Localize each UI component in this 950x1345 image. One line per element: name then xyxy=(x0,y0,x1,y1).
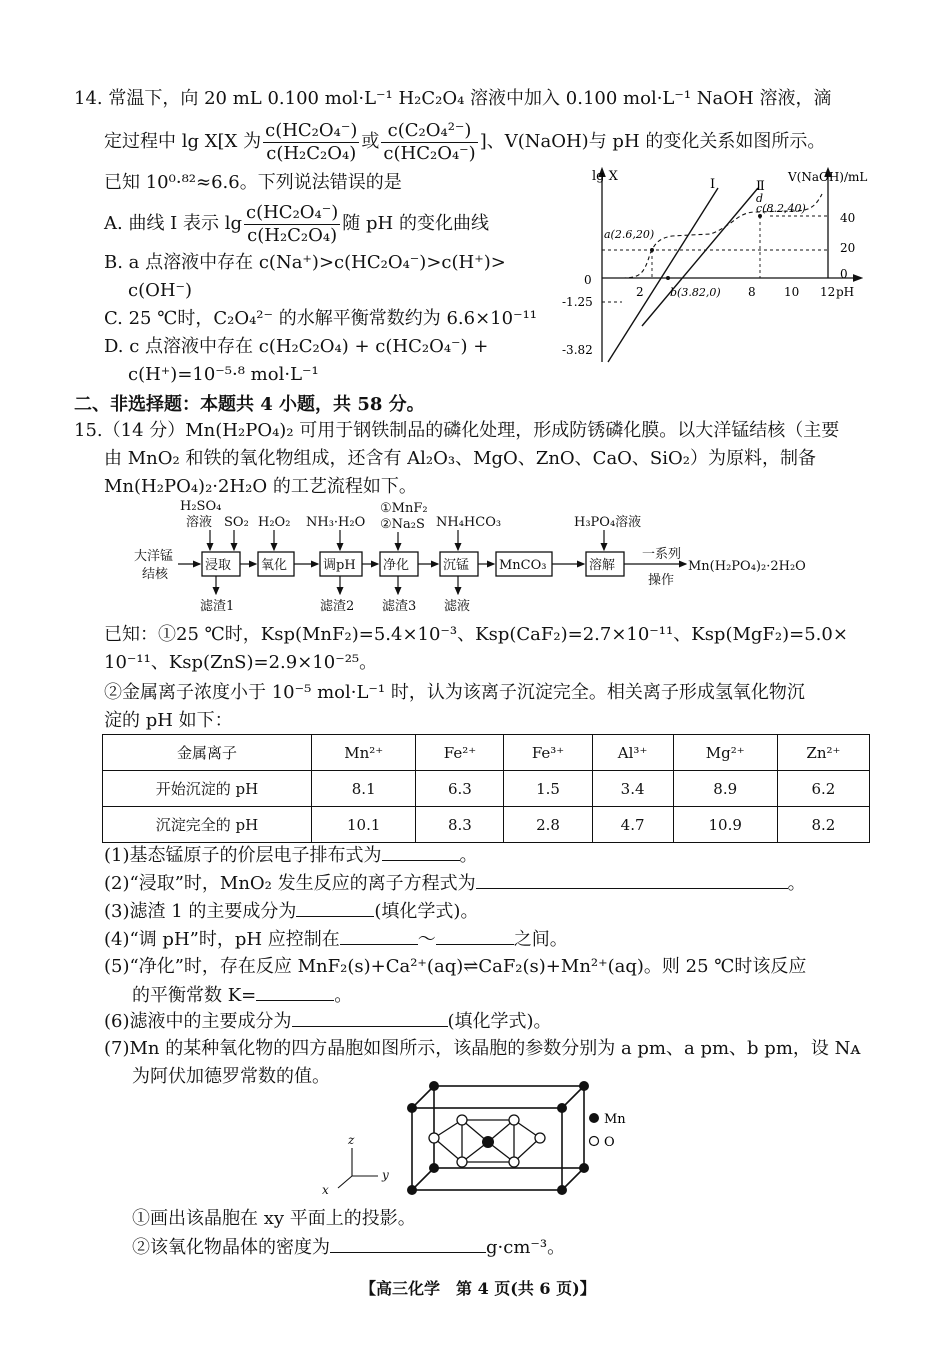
q15-line2: 由 MnO₂ 和铁的氧化物组成，还含有 Al₂O₃、MgO、ZnO、CaO、SiO₂）为原料，制备 xyxy=(104,448,816,469)
q14-option-c: C. 25 ℃时，C₂O₄²⁻ 的水解平衡常数约为 6.6×10⁻¹¹ xyxy=(104,308,538,329)
legend-mn-label: Mn xyxy=(604,1112,626,1127)
flow-step-dissolve: 溶解 xyxy=(589,558,616,573)
table-cell: 1.5 xyxy=(504,771,592,807)
graph-right-tick-0: 0 xyxy=(840,267,848,281)
flow-reagent-nh3: NH₃·H₂O xyxy=(306,515,366,530)
q15-sub-7a: (7)Mn 的某种氧化物的四方晶胞如图所示，该晶胞的参数分别为 a pm、a pm、b pm，设 Nᴀ xyxy=(104,1038,861,1059)
q15-sub-5b xyxy=(132,982,352,1009)
flow-reagent-h2so4-2: 溶液 xyxy=(186,515,213,530)
table-cell: 8.1 xyxy=(312,771,416,807)
table-cell: 10.9 xyxy=(673,807,777,843)
flow-product: Mn(H₂PO₄)₂·2H₂O xyxy=(688,559,806,574)
graph-label-b: b(3.82,0) xyxy=(670,286,721,299)
table-row xyxy=(103,735,870,771)
q15-sub-7-1: ①画出该晶胞在 xy 平面上的投影。 xyxy=(132,1208,416,1229)
flow-step-precip: 沉锰 xyxy=(443,558,470,573)
graph-point-a xyxy=(650,248,654,252)
graph-ylabel-right: V(NaOH)/mL xyxy=(788,170,868,184)
q7-2-end: g·cm⁻³。 xyxy=(486,1237,566,1258)
q3-text: (3)滤渣 1 的主要成分为 xyxy=(104,901,297,922)
flow-raw-2: 结核 xyxy=(142,567,169,582)
q15-sub-1 xyxy=(104,842,478,869)
crystal-cell-diagram xyxy=(316,1076,656,1200)
axis-z-label: z xyxy=(348,1133,355,1147)
flow-step-ph: 调pH xyxy=(323,558,356,573)
q14-line2-b: ]、V(NaOH)与 pH 的变化关系如图所示。 xyxy=(479,131,826,152)
q3-end: (填化学式)。 xyxy=(374,901,479,922)
q5-text: 的平衡常数 K= xyxy=(132,985,257,1006)
known-2a: ②金属离子浓度小于 10⁻⁵ mol·L⁻¹ 时，认为该离子沉淀完全。相关离子形成氢氧化物沉 xyxy=(104,682,805,703)
graph-curve-2-label: Ⅱ xyxy=(756,179,765,194)
q14-optA-den: c(H₂C₂O₄) xyxy=(247,224,338,246)
q15-sub-3 xyxy=(104,898,478,925)
q14-option-b-1: B. a 点溶液中存在 c(Na⁺)>c(HC₂O₄⁻)>c(H⁺)> xyxy=(104,252,506,273)
known-1b: 10⁻¹¹、Ksp(ZnS)=2.9×10⁻²⁵。 xyxy=(104,652,378,673)
flow-step-mnco3: MnCO₃ xyxy=(499,558,547,573)
flow-ops-2: 操作 xyxy=(648,573,675,588)
table-header-cell: 金属离子 xyxy=(103,735,312,771)
q6-answer-blank[interactable] xyxy=(292,1008,448,1027)
q2-answer-blank[interactable] xyxy=(476,870,788,889)
q14-optA-a: A. 曲线 Ⅰ 表示 lg xyxy=(104,213,242,234)
graph-curve-1-label: Ⅰ xyxy=(710,177,716,192)
q7-2-text: ②该氧化物晶体的密度为 xyxy=(132,1237,330,1258)
flow-step-purify: 净化 xyxy=(383,558,410,573)
table-cell: 2.8 xyxy=(504,807,592,843)
q14-optA-fraction xyxy=(244,202,340,247)
section-2-title: 二、非选择题：本题共 4 小题，共 58 分。 xyxy=(74,394,425,415)
table-cell: 开始沉淀的 pH xyxy=(103,771,312,807)
graph-ylabel-left: lg X xyxy=(592,169,618,184)
flow-reagent-so2: SO₂ xyxy=(224,515,249,530)
q3-answer-blank[interactable] xyxy=(296,898,374,917)
process-flowchart xyxy=(130,494,830,618)
q14-frac2-den: c(HC₂O₄⁻) xyxy=(383,142,476,164)
flow-reagent-mnf2: ①MnF₂ xyxy=(380,501,428,516)
table-header-cell: Al³⁺ xyxy=(592,735,673,771)
q4-answer-blank-2[interactable] xyxy=(436,926,514,945)
axis-y-label: y xyxy=(382,1168,389,1182)
q14-option-b-2: c(OH⁻) xyxy=(128,280,193,301)
q4-answer-blank-1[interactable] xyxy=(340,926,418,945)
page-footer: 【高三化学 第 4 页(共 6 页)】 xyxy=(360,1279,596,1298)
graph-x-unit: pH xyxy=(836,285,855,299)
q2-end: 。 xyxy=(787,873,806,894)
graph-x-tick-12: 12 xyxy=(820,285,836,299)
q15-sub-7-2 xyxy=(132,1234,565,1261)
q7-2-answer-blank[interactable] xyxy=(330,1234,486,1253)
q1-end: 。 xyxy=(459,845,478,866)
graph-curve-1 xyxy=(608,188,718,362)
flow-step-oxid: 氧化 xyxy=(261,558,288,573)
table-cell: 8.3 xyxy=(416,807,504,843)
flow-waste-1: 滤渣1 xyxy=(200,599,235,614)
graph-y-tick-125: -1.25 xyxy=(562,295,593,309)
ph-table xyxy=(102,734,870,843)
q14-line3: 已知 10⁰·⁸²≈6.6。下列说法错误的是 xyxy=(104,172,402,193)
q14-frac2-num: c(C₂O₄²⁻) xyxy=(381,120,477,143)
q4-mid: ～ xyxy=(417,929,436,950)
table-cell: 4.7 xyxy=(592,807,673,843)
q5-end: 。 xyxy=(334,985,353,1006)
axis-x-label: x xyxy=(322,1183,329,1197)
flow-reagent-h3po4: H₃PO₄溶液 xyxy=(574,515,642,530)
graph-x-tick-10: 10 xyxy=(784,285,800,299)
flow-reagent-h2o2: H₂O₂ xyxy=(258,515,291,530)
q14-line1: 14. 常温下，向 20 mL 0.100 mol·L⁻¹ H₂C₂O₄ 溶液中加入 0.100 mol·L⁻¹ NaOH 溶液，滴 xyxy=(74,88,832,109)
table-cell: 6.2 xyxy=(777,771,869,807)
table-cell: 3.4 xyxy=(592,771,673,807)
graph-right-tick-40: 40 xyxy=(840,211,856,225)
table-row xyxy=(103,807,870,843)
legend-mn-icon xyxy=(589,1113,599,1123)
graph-label-c: c(8.2,40) xyxy=(756,202,806,215)
q4-text: (4)“调 pH”时，pH 应控制在 xyxy=(104,929,340,950)
q15-line1: 15.（14 分）Mn(H₂PO₄)₂ 可用于钢铁制品的磷化处理，形成防锈磷化膜。以大洋锰结核（主要 xyxy=(74,420,840,441)
table-cell: 8.2 xyxy=(777,807,869,843)
flow-waste-4: 滤液 xyxy=(444,599,471,614)
q6-end: (填化学式)。 xyxy=(447,1011,552,1032)
table-header-cell: Fe²⁺ xyxy=(416,735,504,771)
q15-sub-2 xyxy=(104,870,806,897)
q14-frac1-num: c(HC₂O₄⁻) xyxy=(265,119,358,141)
q5-answer-blank[interactable] xyxy=(256,982,334,1001)
graph-label-d: d xyxy=(756,192,764,205)
q15-line3: Mn(H₂PO₄)₂·2H₂O 的工艺流程如下。 xyxy=(104,476,417,497)
graph-x-tick-8: 8 xyxy=(748,285,756,299)
table-header-cell: Zn²⁺ xyxy=(777,735,869,771)
table-cell: 10.1 xyxy=(312,807,416,843)
q14-graph xyxy=(560,166,890,366)
q14-fraction-1 xyxy=(263,120,359,165)
graph-x-tick-2: 2 xyxy=(636,285,644,299)
flow-raw-1: 大洋锰 xyxy=(134,549,174,564)
q15-sub-7b: 为阿伏加德罗常数的值。 xyxy=(132,1066,330,1087)
graph-y-tick-382: -3.82 xyxy=(562,343,593,357)
graph-y-tick-0: 0 xyxy=(584,273,592,287)
q14-option-a xyxy=(104,198,489,250)
q1-answer-blank[interactable] xyxy=(382,842,460,861)
q15-sub-6 xyxy=(104,1008,552,1035)
graph-label-a: a(2.6,20) xyxy=(604,228,655,241)
q1-text: (1)基态锰原子的价层电子排布式为 xyxy=(104,845,382,866)
flow-reagent-h2so4-1: H₂SO₄ xyxy=(180,499,222,514)
q4-end: 之间。 xyxy=(513,929,568,950)
table-header-cell: Mn²⁺ xyxy=(312,735,416,771)
q14-line2-a: 定过程中 lg X[X 为 xyxy=(104,131,262,152)
flow-step-leach: 浸取 xyxy=(205,558,232,573)
flow-waste-2: 滤渣2 xyxy=(320,599,355,614)
table-cell: 6.3 xyxy=(416,771,504,807)
q6-text: (6)滤液中的主要成分为 xyxy=(104,1011,292,1032)
table-row xyxy=(103,771,870,807)
flow-reagent-nh4hco3: NH₄HCO₃ xyxy=(436,515,502,530)
table-cell: 沉淀完全的 pH xyxy=(103,807,312,843)
q14-optA-num: c(HC₂O₄⁻) xyxy=(246,201,339,223)
q14-line2-or: 或 xyxy=(361,131,380,152)
q15-sub-5a: (5)“净化”时，存在反应 MnF₂(s)+Ca²⁺(aq)⇌CaF₂(s)+Mn²⁺(aq)。则 25 ℃时该反应 xyxy=(104,956,807,977)
flow-reagent-na2s: ②Na₂S xyxy=(380,517,425,532)
q2-text: (2)“浸取”时，MnO₂ 发生反应的离子方程式为 xyxy=(104,873,476,894)
q14-fraction-2 xyxy=(381,120,477,165)
table-cell: 8.9 xyxy=(673,771,777,807)
q14-frac1-den: c(H₂C₂O₄) xyxy=(266,142,357,164)
q14-option-d-1: D. c 点溶液中存在 c(H₂C₂O₄) + c(HC₂O₄⁻) + xyxy=(104,336,489,357)
known-2b: 淀的 pH 如下： xyxy=(104,710,233,731)
table-header-cell: Fe³⁺ xyxy=(504,735,592,771)
graph-point-b xyxy=(666,276,670,280)
q14-line2 xyxy=(104,116,825,168)
q14-optA-b: 随 pH 的变化曲线 xyxy=(342,213,489,234)
known-1a: 已知：①25 ℃时，Ksp(MnF₂)=5.4×10⁻³、Ksp(CaF₂)=2.7×10⁻¹¹、Ksp(MgF₂)=5.0× xyxy=(104,624,848,645)
legend-o-label: O xyxy=(604,1135,615,1150)
flow-waste-3: 滤渣3 xyxy=(382,599,417,614)
graph-right-tick-20: 20 xyxy=(840,241,856,255)
q14-option-d-2: c(H⁺)=10⁻⁵·⁸ mol·L⁻¹ xyxy=(128,364,319,385)
q15-sub-4 xyxy=(104,926,568,953)
flow-ops-1: 一系列 xyxy=(642,547,682,562)
legend-o-icon xyxy=(590,1137,599,1146)
graph-curve-2 xyxy=(642,188,758,326)
table-header-cell: Mg²⁺ xyxy=(673,735,777,771)
